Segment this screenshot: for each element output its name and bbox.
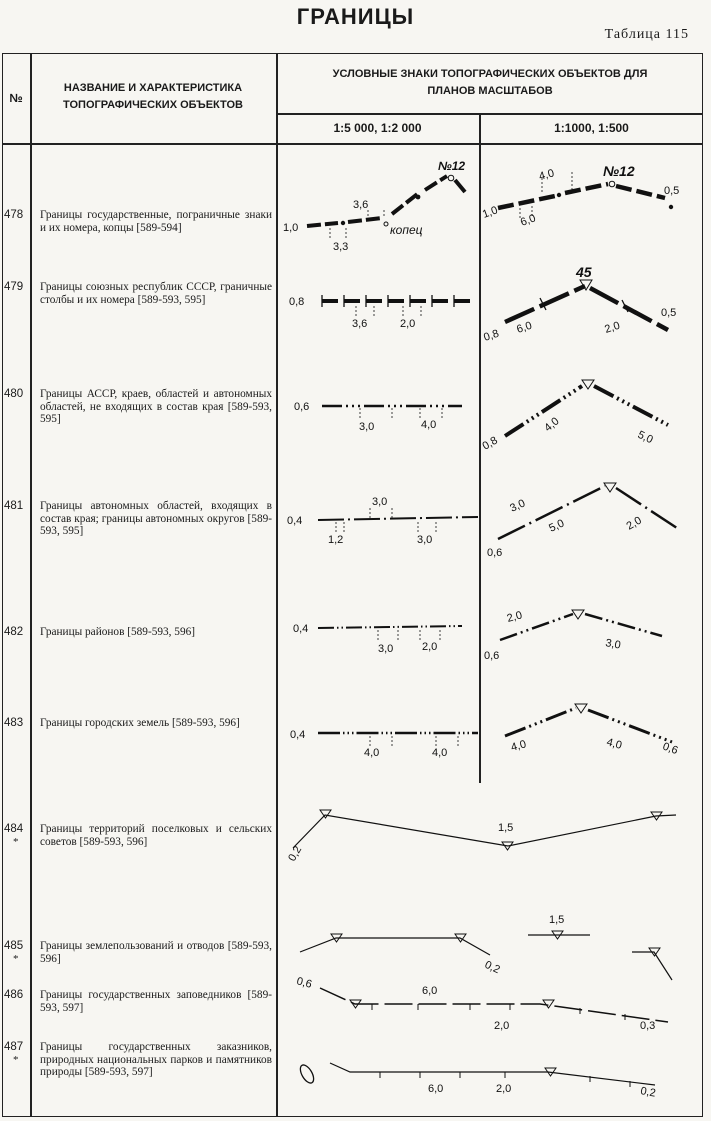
label: 5,0 <box>547 517 567 535</box>
label: 6,0 <box>422 985 438 997</box>
label: 0,8 <box>289 296 305 308</box>
row-description: Границы государственных заказников, природных национальных парков и памятников природы [589-593, 597] <box>40 1041 272 1078</box>
label: 2,0 <box>603 319 622 336</box>
row-star: * <box>13 836 19 848</box>
label: 0,2 <box>482 958 502 977</box>
label: 0,6 <box>487 547 503 559</box>
label: №12 <box>438 159 466 173</box>
label: 3,0 <box>508 497 528 515</box>
row-number: 483 <box>4 717 24 729</box>
label: 0,3 <box>640 1020 656 1032</box>
row-481-left-symbol <box>318 508 478 534</box>
label: 2,0 <box>496 1083 512 1095</box>
label: 45 <box>576 264 592 280</box>
label: 4,0 <box>542 415 562 435</box>
header-num: № <box>9 91 23 105</box>
row-description: Границы союзных республик СССР, граничные столбы и их номера [589-593, 595] <box>40 281 272 306</box>
row-480-left-symbol <box>322 406 462 420</box>
row-number: 485 <box>4 940 24 952</box>
header-scale-2: 1:1000, 1:500 <box>554 121 629 135</box>
row-description: Границы землепользований и отводов [589-593, 596] <box>40 940 272 965</box>
row-description: Границы автономных областей, входящих в состав края; границы автономных округов [589-593, 595] <box>40 500 272 537</box>
label: 0,5 <box>664 185 680 197</box>
label: 4,0 <box>421 419 437 431</box>
label: 0,5 <box>661 307 677 319</box>
header-name: НАЗВАНИЕ И ХАРАКТЕРИСТИКА ТОПОГРАФИЧЕСКИХ ОБЪЕКТОВ <box>63 82 243 111</box>
label: 0,6 <box>484 650 500 662</box>
label: 3,6 <box>352 318 368 330</box>
row-star: * <box>13 1054 19 1066</box>
row-number: 478 <box>4 209 24 221</box>
row-482-left-symbol <box>318 626 462 642</box>
label: 0,2 <box>286 844 305 864</box>
header-scale-1: 1:5 000, 1:2 000 <box>333 121 422 135</box>
row-description: Границы государственные, пограничные знаки и их номера, копцы [589-594] <box>40 209 272 234</box>
label: копец <box>390 223 423 237</box>
row-number: 480 <box>4 388 24 400</box>
row-485-symbol <box>300 931 672 980</box>
label: 2,0 <box>505 609 524 625</box>
label: 6,0 <box>428 1083 444 1095</box>
row-number: 486 <box>4 989 24 1001</box>
label: 3,3 <box>333 241 349 253</box>
label: 5,0 <box>635 428 655 447</box>
row-486-symbol <box>320 988 668 1022</box>
row-star: * <box>13 953 19 965</box>
label: 0,2 <box>639 1085 657 1100</box>
label: 1,5 <box>549 914 565 926</box>
row-number: 481 <box>4 500 24 512</box>
label: 3,6 <box>353 199 369 211</box>
label: 3,0 <box>359 421 375 433</box>
row-description: Границы государственных заповедников [589-593, 597] <box>40 989 272 1014</box>
label: 1,0 <box>480 204 500 221</box>
label: 6,0 <box>515 319 534 336</box>
label: 0,6 <box>295 975 314 991</box>
label: 1,2 <box>328 534 344 546</box>
row-number: 479 <box>4 281 24 293</box>
row-478-left-symbol <box>307 175 465 238</box>
label: 2,0 <box>422 641 438 653</box>
table-label: Таблица 115 <box>604 27 689 42</box>
label: 3,0 <box>372 496 388 508</box>
label: 4,0 <box>605 736 624 752</box>
row-484-symbol <box>293 810 676 850</box>
label: 4,0 <box>537 167 556 183</box>
row-480-right-symbol <box>505 380 668 436</box>
label: 1,0 <box>283 222 299 234</box>
header-signs: УСЛОВНЫЕ ЗНАКИ ТОПОГРАФИЧЕСКИХ ОБЪЕКТОВ ДЛЯ ПЛАНОВ МАСШТАБОВ <box>332 68 648 97</box>
row-number: 484 <box>4 823 24 835</box>
label: 4,0 <box>364 747 380 759</box>
label: 6,0 <box>518 212 538 229</box>
row-description: Границы районов [589-593, 596] <box>40 626 196 638</box>
label: 4,0 <box>432 747 448 759</box>
label: 3,0 <box>378 643 394 655</box>
row-483-right-symbol <box>505 704 672 742</box>
label: 4,0 <box>509 738 528 754</box>
label: 0,8 <box>482 327 501 344</box>
label: 2,0 <box>400 318 416 330</box>
row-478-right-symbol <box>498 172 673 218</box>
row-479-left-symbol <box>322 295 472 316</box>
label: 0,8 <box>480 434 500 453</box>
row-482-right-symbol <box>500 610 662 640</box>
row-description: Границы городских земель [589-593, 596] <box>40 717 240 729</box>
row-487-symbol <box>298 1063 655 1087</box>
label: 0,6 <box>294 401 310 413</box>
label: 3,0 <box>604 637 622 652</box>
row-number: 487 <box>4 1041 24 1053</box>
label: 0,6 <box>660 740 680 758</box>
label: 2,0 <box>624 514 644 533</box>
page-title: ГРАНИЦЫ <box>296 4 415 29</box>
label: 0,4 <box>290 729 306 741</box>
label: 3,0 <box>417 534 433 546</box>
label: 0,4 <box>287 515 303 527</box>
label: №12 <box>603 163 635 179</box>
row-483-left-symbol <box>318 733 478 748</box>
row-number: 482 <box>4 626 24 638</box>
row-481-right-symbol <box>498 483 680 539</box>
row-description: Границы территорий поселковых и сельских советов [589-593, 596] <box>40 823 272 848</box>
label: 1,5 <box>498 822 514 834</box>
row-description: Границы АССР, краев, областей и автономных областей, не входящих в состав края [589-593, 595] <box>40 388 272 425</box>
label: 2,0 <box>494 1020 510 1032</box>
label: 0,4 <box>293 623 309 635</box>
